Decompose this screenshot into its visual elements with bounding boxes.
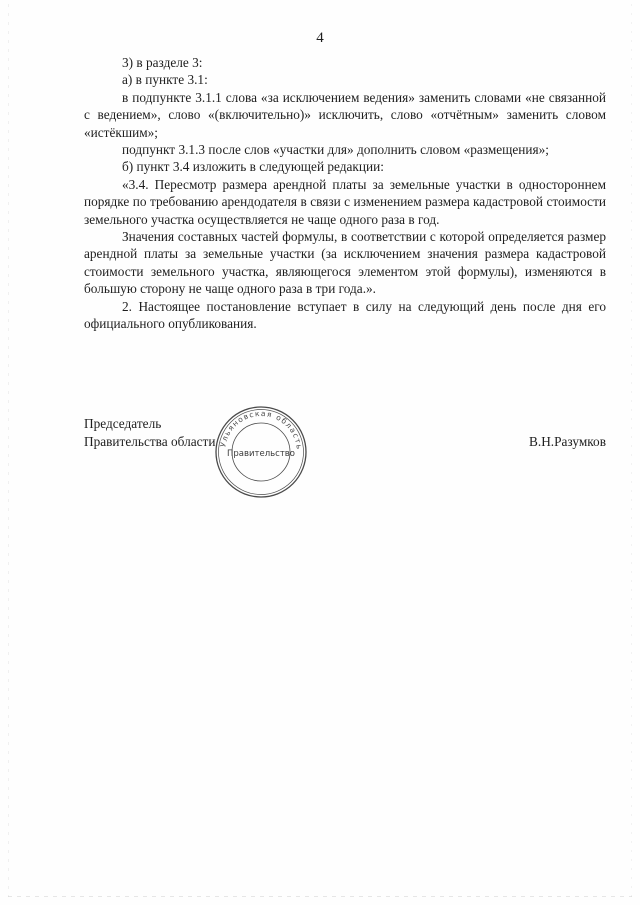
paragraph-formula-values: Значения составных частей формулы, в соответствии с которой определяется размер арендной платы за земельные участки (за исключением значения размера кадастровой стоимости земельного участка, являющегося элементом этой формулы), изменяются в большую сторону не чаще одного раза в три года.». <box>84 229 606 297</box>
signatory-title-line1: Председатель <box>84 416 162 431</box>
svg-text:Правительство: Правительство <box>227 449 295 459</box>
svg-text:Ульяновская область: Ульяновская область <box>218 408 305 451</box>
paragraph-entry-into-force: 2. Настоящее постановление вступает в силу на следующий день после дня его официального опубликования. <box>84 298 606 332</box>
official-seal-icon <box>214 405 308 499</box>
paragraph-item-3-4-intro: б) пункт 3.4 изложить в следующей редакции: <box>122 159 384 175</box>
document-body <box>84 54 606 333</box>
signatory-name: В.Н.Разумков <box>529 433 606 449</box>
signature-block <box>84 415 606 451</box>
signatory-title-line2: Правительства области <box>84 433 216 449</box>
paragraph-subitem-3-1-1: в подпункте 3.1.1 слова «за исключением ведения» заменить словами «не связанной с ведением», слово «(включительно)» исключить, слово «отчётным» заменить словом «истёкшим»; <box>84 89 606 140</box>
paragraph-item-3-1: а) в пункте 3.1: <box>122 72 208 88</box>
page-number: 4 <box>316 30 324 46</box>
paragraph-item-3-4-text: «3.4. Пересмотр размера арендной платы за земельные участки в одностороннем порядке по требованию арендодателя в связи с изменением размера кадастровой стоимости земельного участка осуществляется не чаще одного раза в год. <box>84 176 606 227</box>
paragraph-subitem-3-1-3: подпункт 3.1.3 после слов «участки для» дополнить словом «размещения»; <box>122 142 549 158</box>
paragraph-section-3: 3) в разделе 3: <box>122 55 203 70</box>
